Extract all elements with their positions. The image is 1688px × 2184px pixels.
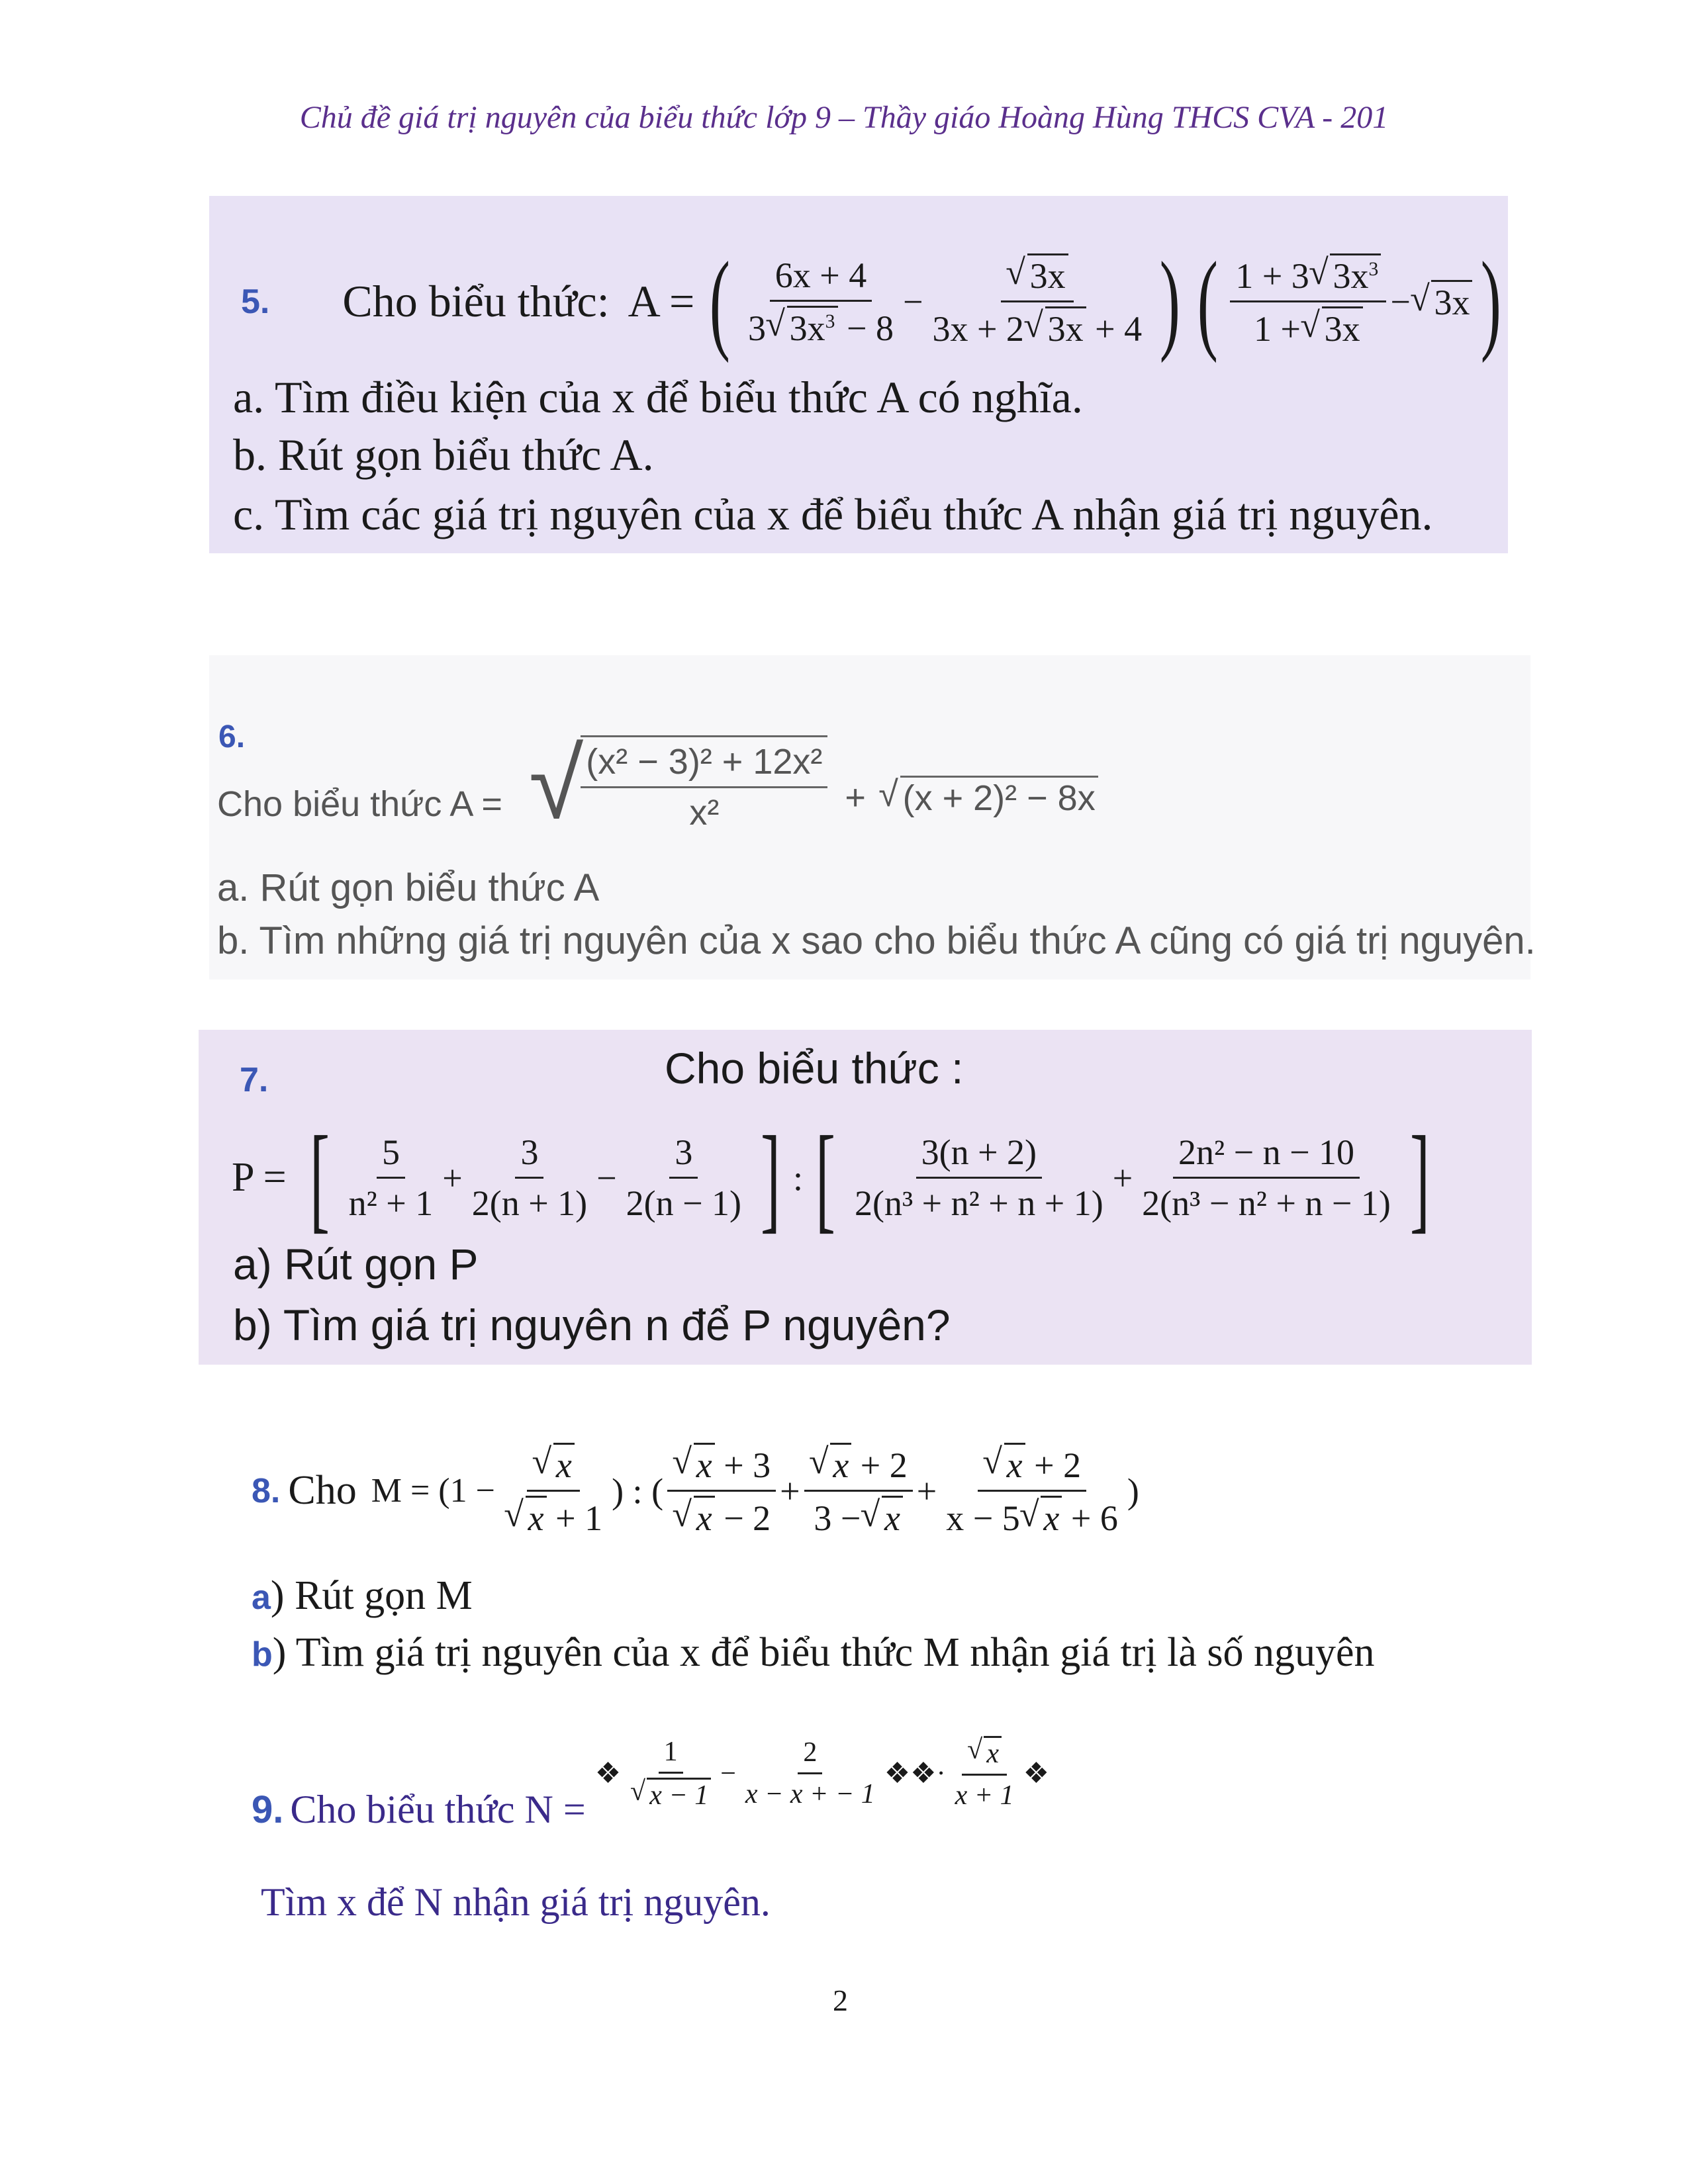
fraction-3: √ $\frac{x + 2}{3 -√ x}$ — [804, 1443, 913, 1539]
term-3: $\frac{3}{2(n - 1)}$ — [626, 1132, 742, 1223]
problem-intro: Cho — [288, 1468, 357, 1513]
problem-8-item-b: b) Tìm giá trị nguyên của x để biểu thức M nhận giá trị là số nguyên — [252, 1630, 1375, 1675]
problem-6-item-b: b. Tìm những giá trị nguyên của x sao cho biểu thức A cũng có giá trị nguyên. — [217, 919, 1536, 962]
problem-intro: Cho biểu thức: — [342, 276, 610, 326]
left-paren-2: ( — [1197, 239, 1218, 363]
problem-5-item-a: a. Tìm điều kiện của x để biểu thức A có nghĩa. — [233, 372, 1083, 422]
term-2: $\frac{3}{2(n + 1)}$ — [471, 1132, 588, 1223]
problem-5-item-c: c. Tìm các giá trị nguyên của x để biểu thức A nhận giá trị nguyên. — [233, 489, 1433, 539]
problem-number: 5. — [241, 282, 270, 321]
problem-intro: Cho biểu thức A = — [217, 784, 502, 824]
right-paren-2: ) — [1481, 239, 1502, 363]
problem-7-formula: P = [ $\frac{5}{\text{n² + 1}}$ + $\frac{3}{2(n + 1)}$ − $\frac{3}{2(n - 1)}$ ] : [ $\frac{3(n + 2)}{\text{2(n³ + n² + n + 1)}}$ + $\frac{\text{2n² − n − 10}}{\text{2(n³ − n² + n − 1)}}$ ] — [232, 1112, 1430, 1244]
page-header: Chủ đề giá trị nguyên của biểu thức lớp 9 – Thầy giáo Hoàng Hùng THCS CVA - 201 — [299, 100, 1389, 135]
problem-number: 7. — [240, 1061, 269, 1099]
fraction: $\frac{\text{(x² − 3)² + 12x²}}{\text{x²}}$ — [581, 735, 827, 833]
problem-9-block — [252, 1714, 1244, 1939]
problem-7-block — [199, 1030, 1532, 1365]
fraction-3: $\frac{1 + 3√ 3x^3}{1 +√ 3x}$ — [1230, 253, 1386, 349]
problem-number: 9. — [252, 1788, 284, 1831]
right-paren: ) — [1159, 239, 1180, 363]
formula-5: $\frac{6x + 4}{3√ 3x^3 - 8}$ − √ $\frac{3x}{3x + 2√ 3x + 4}$ — [739, 253, 1151, 349]
formula-5b: $\frac{1 + 3√ 3x^3}{1 +√ 3x}$ − √ 3x — [1226, 253, 1472, 349]
problem-7-item-a: a) Rút gọn P — [233, 1240, 479, 1289]
problem-6-block — [209, 655, 1536, 979]
fraction-4: √ $\frac{x + 2}{x - 5√ x + 6}$ — [941, 1443, 1123, 1539]
problem-intro: Cho biểu thức N = — [290, 1788, 586, 1831]
problem-8-item-a: a) Rút gọn M — [252, 1573, 473, 1618]
problem-intro: Cho biểu thức : — [665, 1044, 964, 1093]
fraction-2: √ $\frac{3x}{3x + 2√ 3x + 4}$ — [927, 253, 1147, 349]
problem-6-formula: Cho biểu thức A = √ $\frac{\text{(x² − 3)² + 12x²}}{\text{x²}}$ + √ (x + 2)² − 8x — [217, 727, 1098, 841]
problem-7-item-b: b) Tìm giá trị nguyên n để P nguyên? — [233, 1300, 951, 1349]
problem-number: 6. — [218, 719, 246, 754]
fraction-1: 1 √ x − 1 — [625, 1736, 716, 1811]
term-1: $\frac{5}{\text{n² + 1}}$ — [348, 1132, 434, 1223]
page-number: 2 — [833, 1983, 848, 2017]
formula-lhs: A = — [628, 276, 695, 326]
problem-number: 8. — [252, 1471, 281, 1510]
fraction-2: √ x + 3 √ x − 2 — [667, 1443, 776, 1539]
problem-9-task: Tìm x để N nhận giá trị nguyên. — [261, 1880, 771, 1924]
left-paren: ( — [710, 239, 731, 363]
problem-8-block — [252, 1443, 1509, 1681]
problem-5-block — [209, 196, 1508, 553]
problem-6-item-a: a. Rút gọn biểu thức A — [217, 866, 600, 909]
term-4: $\frac{3(n + 2)}{\text{2(n³ + n² + n + 1)}}$ — [854, 1132, 1103, 1223]
problem-9-formula: 9. Cho biểu thức N = ❖ 1 √ x − 1 − $\frac{2}{x - x + - 1}$ ❖❖ · √ $\frac{x}{x + 1}$ ❖ — [252, 1714, 1049, 1833]
term-5: $\frac{\text{2n² − n − 10}}{\text{2(n³ − n² + n − 1)}}$ — [1142, 1132, 1391, 1223]
fraction-3: √ $\frac{x}{x + 1}$ — [950, 1736, 1019, 1811]
fraction-2: $\frac{2}{x - x + - 1}$ — [745, 1737, 875, 1809]
fraction-1: √ x √ x + 1 — [499, 1443, 608, 1539]
fraction-1: $\frac{6x + 4}{3√ 3x^3 - 8}$ — [743, 255, 899, 349]
problem-8-formula: 8. Cho M = (1 − √ x √ x + 1 ) : ( √ x + 3 √ x − 2 + √ $\frac{x + 2}{3 -√ x}$ + √ $\frac{x + 2}{x - 5√ x + 6}$ ) — [252, 1443, 1139, 1539]
problem-5-item-b: b. Rút gọn biểu thức A. — [233, 430, 654, 480]
